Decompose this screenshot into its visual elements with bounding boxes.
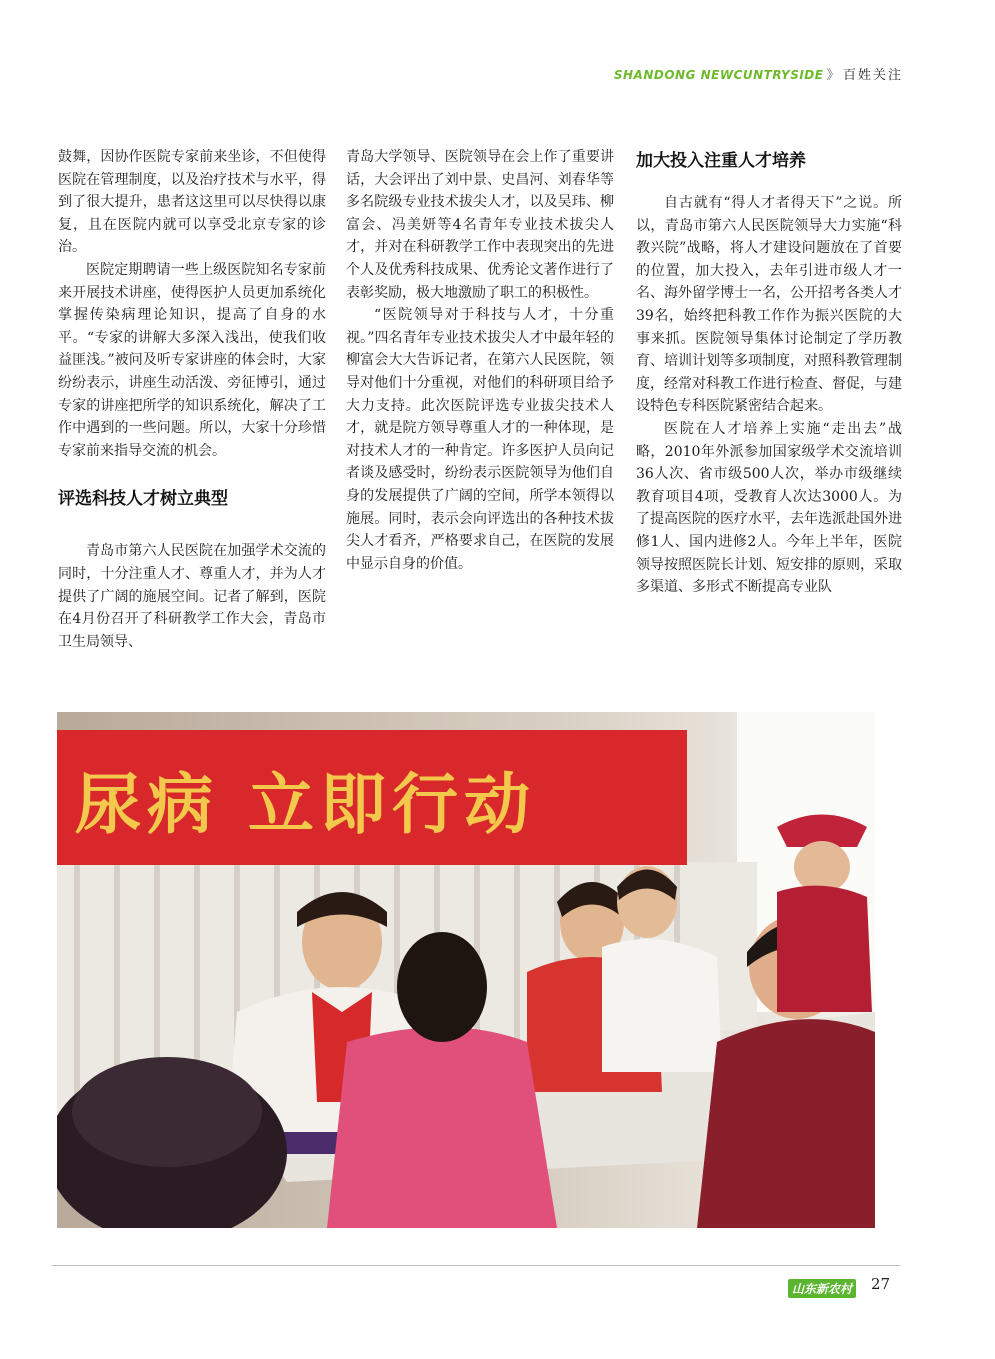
banner-text: 尿病 立即行动 [75,766,536,843]
photo-illustration [57,712,875,1228]
header-section-title: 百姓关注 [842,68,903,83]
patient-pink-jacket [327,1027,557,1228]
dark-hat [72,1057,262,1167]
paragraph: 青岛市第六人民医院在加强学术交流的同时，十分注重人才、尊重人才，并为人才提供了广阔的施展空间。记者了解到，医院在4月份召开了科研教学工作大会，青岛市卫生局领导、 [58,543,326,650]
paragraph: 医院定期聘请一些上级医院知名专家前来开展技术讲座，使得医护人员更加系统化掌握传染病理论知识，提高了自身的水平。“专家的讲解大多深入浅出，使我们收益匪浅。”被问及听专家讲座的体会时，大家纷纷表示，讲座生动活泼、旁征博引，通过专家的讲座把所学的知识系统化，解决了工作中遇到的一些问题。所以，大家十分珍惜专家前来指导交流的机会。 [58,261,326,459]
patient-hair [397,932,487,1042]
footer-divider [52,1265,900,1266]
text-column-2 [346,146,614,575]
patient-hat-face [794,841,850,893]
paragraph: 医院在人才培养上实施“走出去”战略，2010年外派参加国家级学术交流培训36人次、省市级500人次，举办市级继续教育项目4项，受教育人次达3000人。为了提高医院的医疗水平，去年选派赴国外进修1人、国内进修2人。今年上半年，医院领导按照医院长计划、短安排的原则，采取多渠道、多形式不断提高专业队 [636,420,902,596]
patient-right-coat [697,1019,875,1228]
paragraph: “医院领导对于科技与人才，十分重视。”四名青年专业技术拔尖人才中最年轻的柳富会大大告诉记者，在第六人民医院，领导对他们十分重视，对他们的科研项目给予大力支持。此次医院评选专业拔尖技术人才，就是院方领导尊重人才的一种体现，是对技术人才的一种肯定。许多医护人员向记者谈及感受时，纷纷表示医院领导为他们自身的发展提供了广阔的空间，所学本领得以施展。同时，表示会向评选出的各种技术拔尖人才看齐，严格要求自己，在医院的发展中显示自身的价值。 [346,307,614,572]
header-separator: 》 [826,68,840,83]
patient-hat-coat [777,886,872,1012]
paragraph: 鼓舞，因协作医院专家前来坐诊，不但使得医院在管理制度，以及治疗技术与水平，得到了很大提升，患者这这里可以尽快得以康复，且在医院内就可以享受北京专家的诊治。 [58,149,326,256]
section-heading: 评选科技人才树立典型 [58,489,228,510]
section-heading: 加大投入注重人才培养 [636,151,806,171]
text-column-1 [58,146,326,653]
magazine-logo: 山东新农村 [788,1279,856,1298]
text-column-3 [636,146,902,599]
clinic-photo [57,712,875,1228]
doctor3-coat [602,939,722,1072]
running-header [614,64,903,83]
paragraph: 青岛大学领导、医院领导在会上作了重要讲话，大会评出了刘中景、史昌河、刘春华等多名院级专业技术拔尖人才，以及吴玮、柳富会、冯美妍等4名青年专业技术拔尖人才，并对在科研教学工作中表现突出的先进个人及优秀科技成果、优秀论文著作进行了表彰奖励，极大地激励了职工的积极性。 [346,149,614,301]
paragraph: 自古就有“得人才者得天下”之说。所以，青岛市第六人民医院领导大力实施“科教兴院”战略，将人才建设问题放在了首要的位置，加大投入，去年引进市级人才一名、海外留学博士一名，公开招考各类人才39名，始终把科教工作作为振兴医院的大事来抓。医院领导集体讨论制定了学历教育、培训计划等多项制度，对照科教管理制度，经常对科教工作进行检查、督促，与建设特色专科医院紧密结合起来。 [636,195,902,415]
header-english-title: SHANDONG NEWCUNTRYSIDE [613,68,824,82]
page-number: 27 [871,1275,891,1293]
